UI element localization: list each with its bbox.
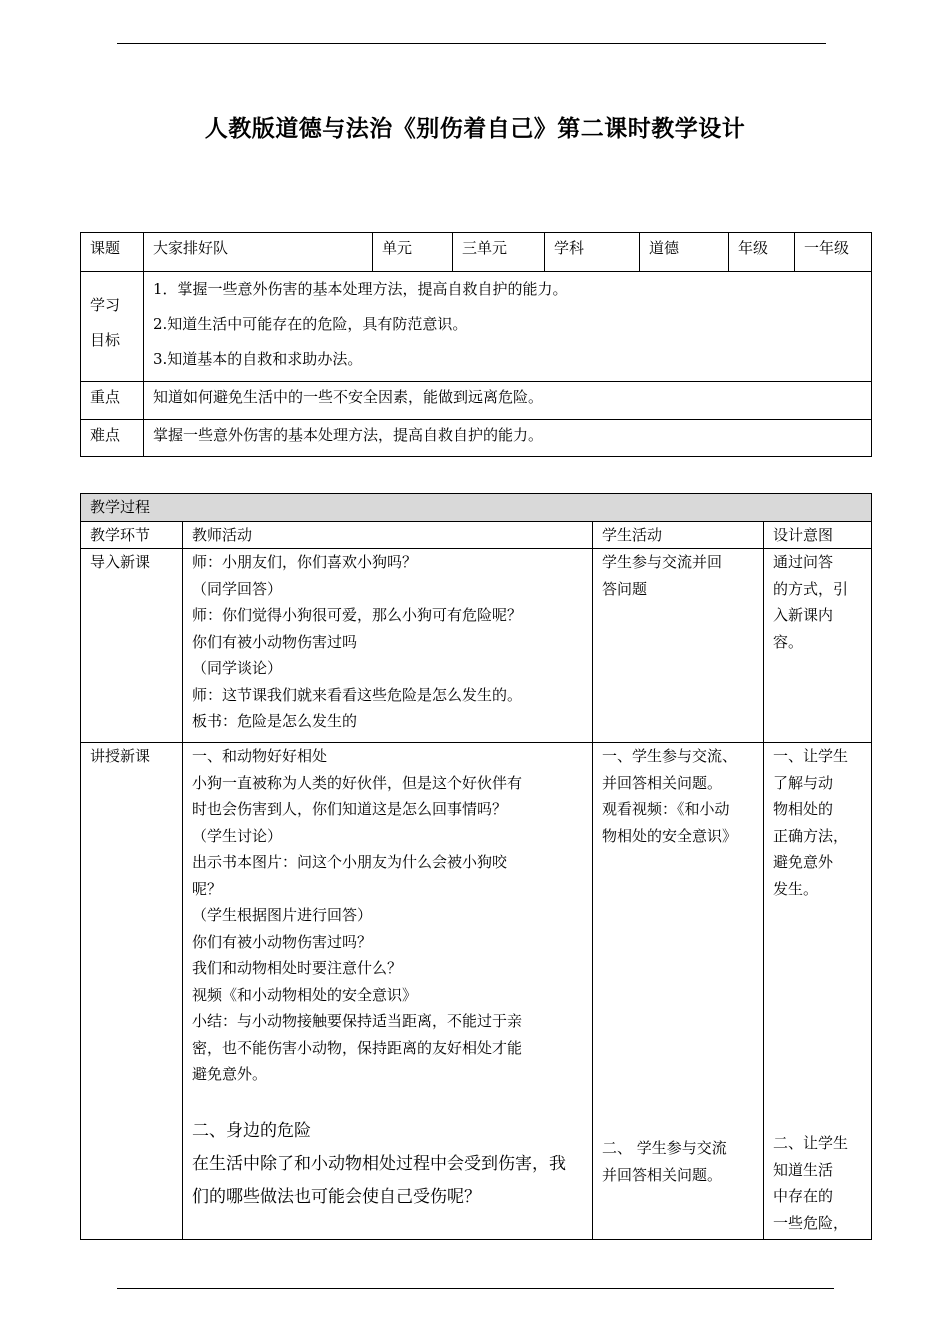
info-row-topic — [81, 233, 872, 272]
subject-label: 学科 — [545, 233, 640, 272]
info-row-difficulty — [81, 420, 872, 457]
info-row-goals — [81, 272, 872, 382]
header-teacher: 教师活动 — [183, 521, 593, 549]
difficulty-label: 难点 — [81, 420, 144, 457]
process-title: 教学过程 — [81, 494, 872, 522]
subject-value: 道德 — [640, 233, 729, 272]
footer-rule — [117, 1288, 834, 1289]
info-row-key-point — [81, 382, 872, 420]
process-row-intro — [81, 549, 872, 743]
goal-item: 2.知道生活中可能存在的危险，具有防范意识。 — [153, 315, 468, 333]
goal-item: 1．掌握一些意外伤害的基本处理方法，提高自救自护的能力。 — [153, 280, 568, 298]
key-point-value: 知道如何避免生活中的一些不安全因素，能做到远离危险。 — [144, 382, 872, 420]
intro-teacher: 师：小朋友们，你们喜欢小狗吗？ （同学回答） 师：你们觉得小狗很可爱，那么小狗可有危险呢？ 你们有被小动物伤害过吗 （同学谈论） 师：这节课我们就来看看这些危险是怎么发生的。 板书：危险是怎么发生的 — [183, 549, 593, 743]
teaching-process-table — [80, 493, 872, 1240]
unit-value: 三单元 — [453, 233, 545, 272]
intro-student: 学生参与交流并回 答问题 — [593, 549, 764, 743]
intro-stage: 导入新课 — [81, 549, 183, 743]
goals-list — [144, 272, 872, 382]
grade-label: 年级 — [729, 233, 795, 272]
teach-student: 一、学生参与交流、 并回答相关问题。 观看视频：《和小动 物相处的安全意识》 二、 学生参与交流 并回答相关问题。 — [593, 743, 764, 1240]
topic-value: 大家排好队 — [144, 233, 373, 272]
header-stage: 教学环节 — [81, 521, 183, 549]
teach-stage: 讲授新课 — [81, 743, 183, 1240]
difficulty-value: 掌握一些意外伤害的基本处理方法，提高自救自护的能力。 — [144, 420, 872, 457]
grade-value: 一年级 — [795, 233, 872, 272]
process-row-teach — [81, 743, 872, 1240]
key-point-label: 重点 — [81, 382, 144, 420]
section-heading: 二、身边的危险 — [192, 1120, 311, 1140]
topic-label: 课题 — [81, 233, 144, 272]
process-header-row — [81, 521, 872, 549]
lesson-info-table — [80, 232, 872, 457]
intro-intent: 通过问答 的方式，引 入新课内 容。 — [764, 549, 872, 743]
goals-label: 学习 目标 — [81, 272, 144, 382]
header-rule — [117, 43, 826, 44]
goal-item: 3.知道基本的自救和求助办法。 — [153, 350, 363, 368]
teach-teacher: 一、和动物好好相处 小狗一直被称为人类的好伙伴，但是这个好伙伴有 时也会伤害到人，你们知道这是怎么回事情吗？ （学生讨论） 出示书本图片：问这个小朋友为什么会被小狗咬 呢？ （学生根据图片进行回答） 你们有被小动物伤害过吗？ 我们和动物相处时要注意什么？ 视频《和小动物相处的安全意识》 小结：与小动物接触要保持适当距离，不能过于亲 密，也不能伤害小动物，保持距离的友好相处才能 避免意外。 二、身边的危险 在生活中除了和小动物相处过程中会受到伤害，我 们的哪些做法也可能会使自己受伤呢？ — [183, 743, 593, 1240]
document-title: 人教版道德与法治《别伤着自己》第二课时教学设计 — [204, 115, 746, 142]
header-student: 学生活动 — [593, 521, 764, 549]
header-intent: 设计意图 — [764, 521, 872, 549]
teach-intent: 一、让学生 了解与动 物相处的 正确方法， 避免意外 发生。 二、让学生 知道生活 中存在的 一些危险， — [764, 743, 872, 1240]
unit-label: 单元 — [373, 233, 453, 272]
